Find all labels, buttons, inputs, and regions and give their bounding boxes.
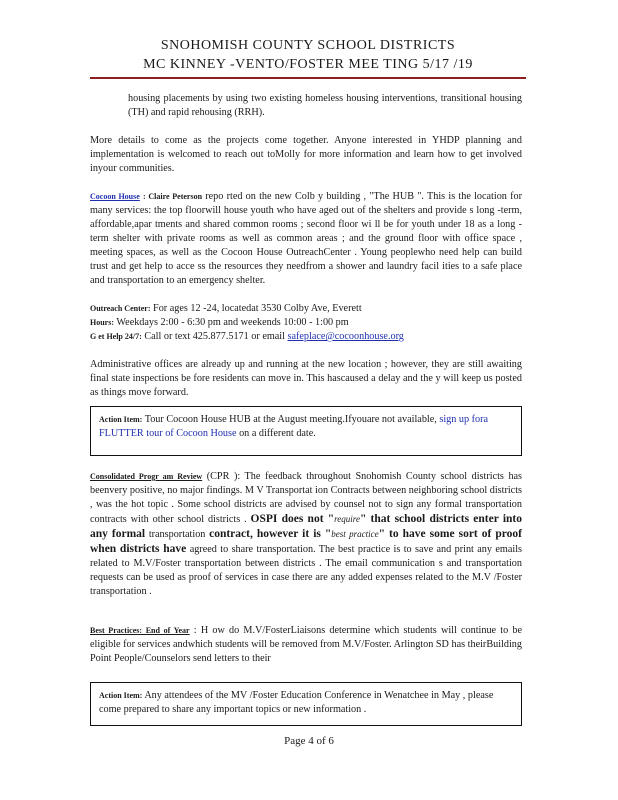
cocoon-presenter: : Claire Peterson (143, 192, 203, 201)
cpr-abbr: (CPR (206, 471, 230, 482)
cpr-text-1: ): The feedback throughout Snohomish County school districts has beenvery positive, no major findings. M V Transportat ion Contracts between neighboring school districts , was the hot topic . Some school districts are advised by counsel not to sign any formal transportation contracts with other school districts . (90, 471, 523, 525)
ospi-statement-3: contract, however it is " (209, 528, 332, 540)
email-link[interactable]: safeplace@cocoonhouse.org (287, 331, 404, 342)
housing-paragraph: housing placements by using two existing homeless housing interventions, transitional housing (TH) and rapid rehousing (RRH). (128, 93, 522, 118)
hours-line (90, 316, 522, 330)
cocoon-house-heading: Cocoon House (90, 192, 140, 201)
action-item-label-2: Action Item: (99, 691, 143, 700)
action-item-box-1 (90, 406, 522, 456)
best-practices-text: : H ow do M.V/FosterLiaisons determine which students will continue to be eligible for services andwhich students will be removed from M.V/Foster. Arlington SD has theirBuilding Point People/Counselors send letters to their (90, 625, 522, 664)
header-subtitle: MC KINNEY -VENTO/FOSTER MEE TING 5/17 /19 (143, 57, 473, 72)
action-item-label: Action Item: (99, 415, 143, 424)
best-practices-heading: Best Practices: End of Year (90, 626, 190, 635)
hours-label: Hours: (90, 318, 114, 327)
action-item-text: Tour Cocoon House HUB at the August meeting.Ifyouare not available, (144, 414, 437, 425)
ospi-statement-4: " to have some sort of proof when districts have (90, 528, 522, 555)
administrative-paragraph: Administrative offices are already up and running at the new location ; however, they are still awaiting final state inspections be fore residents can move in. This hascaused a delay and the y will keep us posted as things move forward. (90, 359, 522, 398)
best-practices-section (90, 624, 522, 666)
flutter-tour-link[interactable]: sign up fora FLUTTER tour of Cocoon House (99, 414, 489, 439)
get-help-line (90, 330, 522, 344)
outreach-text: For ages 12 -24, locatedat 3530 Colby Ave, Everett (153, 303, 362, 314)
header-title: SNOHOMISH COUNTY SCHOOL DISTRICTS (160, 38, 456, 53)
get-help-text: Call or text 425.877.5171 or email (144, 331, 285, 342)
outreach-center-line (90, 302, 522, 316)
best-practice-italic: best practice (331, 529, 379, 539)
ospi-statement-2: " that school districts enter into any formal (90, 513, 522, 540)
cpr-text-2: transportation (148, 529, 206, 540)
hours-text: Weekdays 2:00 - 6:30 pm and weekends 10:00 - 1:00 pm (116, 317, 349, 328)
cpr-section (90, 470, 522, 599)
action-item-text-end: on a different date. (239, 428, 316, 439)
get-help-label: G et Help 24/7: (90, 332, 142, 341)
header-rule (90, 77, 526, 79)
cpr-heading: Consolidated Progr am Review (90, 472, 203, 481)
page-number: Page 4 of 6 (284, 735, 334, 747)
action-item-box-2 (90, 682, 522, 726)
cocoon-house-section (90, 190, 522, 288)
outreach-label: Outreach Center: (90, 304, 151, 313)
ospi-statement-1: OSPI does not " (250, 513, 335, 525)
cocoon-house-text: repo rted on the new Colb y building , "The HUB ". This is the location for many services: the top floorwill house youth who have aged out of the shelters and provide s long -term, affordable,apar tments and shared common rooms ; second floor wi ll be for youth under 18 as a long -term shelter with private rooms as well as common areas ; and the ground floor with office space , meeting spaces, as well as the Cocoon House OutreachCenter . Young peoplewho need help can build trust and get help to acce ss the resources they needfrom a shower and laundry facil ities to a safe place and transportation to an emergency shelter. (90, 191, 523, 286)
more-details-paragraph: More details to come as the projects come together. Anyone interested in YHDP planning and implementation is welcomed to reach out toMolly for more information and learn how to get involved inyour communities. (90, 135, 522, 174)
action-item-text-2: Any attendees of the MV /Foster Education Conference in Wenatchee in May , please come prepared to share any important topics or new information . (99, 690, 494, 715)
cpr-text-3: agreed to share transportation. The best practice is to save and print any emails related to M.V/Foster transportation between districts . The email communication s and transportation requests can be used as proof of services in case there are any added expenses related to the M.V /Foster transportation . (90, 544, 522, 597)
require-italic: require (334, 514, 360, 524)
